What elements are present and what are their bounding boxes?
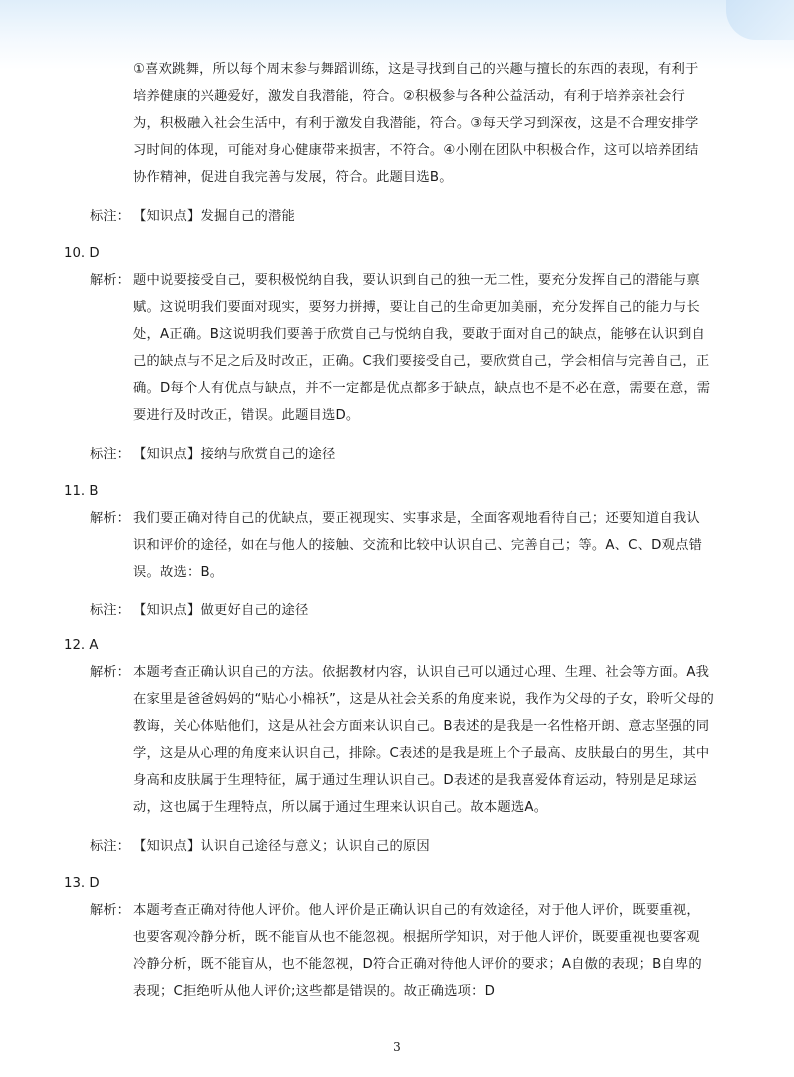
q11-line-2: 识和评价的途径，如在与他人的接触、交流和比较中认识自己、完善自己；等。A、C、D观点错 — [133, 538, 703, 553]
q10-line-6: 要进行及时改正，错误。此题目选D。 — [133, 408, 360, 423]
q13-line-3: 冷静分析，既不能盲从，也不能忽视，D符合正确对待他人评价的要求；A自傲的表现；B自卑的 — [133, 957, 702, 972]
q11-number: 11. B — [64, 484, 99, 499]
q10-line-5: 确。D每个人有优点与缺点，并不一定都是优点都多于缺点，缺点也不是不必在意，需要在意，需 — [133, 381, 711, 396]
q9-line-4: 习时间的体现，可能对身心健康带来损害，不符合。④小刚在团队中积极合作，这可以培养团结 — [133, 143, 699, 158]
q12-line-3: 教诲，关心体贴他们，这是从社会方面来认识自己。B表述的是我是一名性格开朗、意志坚强的同 — [133, 719, 710, 734]
q13-line-1: 本题考查正确对待他人评价。他人评价是正确认识自己的有效途径，对于他人评价，既要重视， — [133, 903, 700, 918]
page-number: 3 — [393, 1040, 401, 1054]
q12-analysis-label: 解析： — [90, 665, 130, 680]
q12-line-1: 本题考查正确认识自己的方法。依据教材内容，认识自己可以通过心理、生理、社会等方面。A我 — [133, 665, 710, 680]
q12-line-4: 学，这是从心理的角度来认识自己，排除。C表述的是我是班上个子最高、皮肤最白的男生，其中 — [133, 746, 710, 761]
q10-number: 10. D — [64, 246, 100, 261]
q10-line-2: 赋。这说明我们要面对现实，要努力拼搏，要让自己的生命更加美丽，充分发挥自己的能力与长 — [133, 300, 700, 315]
q10-line-4: 己的缺点与不足之后及时改正，正确。C我们要接受自己，要欣赏自己，学会相信与完善自己，正 — [133, 354, 710, 369]
q12-tag-label: 标注： — [90, 839, 130, 854]
q9-tag: 【知识点】发掘自己的潜能 — [133, 209, 295, 224]
q11-line-3: 误。故选：B。 — [133, 565, 224, 580]
q12-line-2: 在家里是爸爸妈妈的“贴心小棉袄”，这是从社会关系的角度来说，我作为父母的子女，聆听父母的 — [133, 692, 715, 707]
q9-line-2: 培养健康的兴趣爱好，激发自我潜能，符合。②积极参与各种公益活动，有利于培养亲社会行 — [133, 89, 685, 104]
q10-analysis-label: 解析： — [90, 273, 130, 288]
q10-tag-label: 标注： — [90, 447, 130, 462]
q10-line-1: 题中说要接受自己，要积极悦纳自我，要认识到自己的独一无二性，要充分发挥自己的潜能与禀 — [133, 273, 700, 288]
q11-tag-label: 标注： — [90, 603, 130, 618]
q10-line-3: 处，A正确。B这说明我们要善于欣赏自己与悦纳自我，要敢于面对自己的缺点，能够在认识到自 — [133, 327, 705, 342]
q9-line-3: 为，积极融入社会生活中，有利于激发自我潜能，符合。③每天学习到深夜，这是不合理安排学 — [133, 116, 699, 131]
q12-line-6: 动，这也属于生理特点，所以属于通过生理来认识自己。故本题选A。 — [133, 800, 548, 815]
q11-analysis-label: 解析： — [90, 511, 130, 526]
q12-line-5: 身高和皮肤属于生理特征，属于通过生理认识自己。D表述的是我喜爱体育运动，特别是足球运 — [133, 773, 697, 788]
q13-analysis-label: 解析： — [90, 903, 130, 918]
q12-tag: 【知识点】认识自己途径与意义；认识自己的原因 — [133, 839, 430, 854]
q11-tag: 【知识点】做更好自己的途径 — [133, 603, 309, 618]
q9-tag-label: 标注： — [90, 209, 130, 224]
q13-number: 13. D — [64, 876, 100, 891]
q13-line-2: 也要客观冷静分析，既不能盲从也不能忽视。根据所学知识，对于他人评价，既要重视也要客观 — [133, 930, 700, 945]
q11-line-1: 我们要正确对待自己的优缺点，要正视现实、实事求是，全面客观地看待自己；还要知道自我认 — [133, 511, 700, 526]
q9-line-5: 协作精神，促进自我完善与发展，符合。此题目选B。 — [133, 170, 453, 185]
q9-line-1: ①喜欢跳舞，所以每个周末参与舞蹈训练，这是寻找到自己的兴趣与擅长的东西的表现，有利于 — [133, 62, 699, 77]
q12-number: 12. A — [64, 638, 99, 653]
q13-line-4: 表现；C拒绝听从他人评价;这些都是错误的。故正确选项：D — [133, 984, 496, 999]
q10-tag: 【知识点】接纳与欣赏自己的途径 — [133, 447, 336, 462]
